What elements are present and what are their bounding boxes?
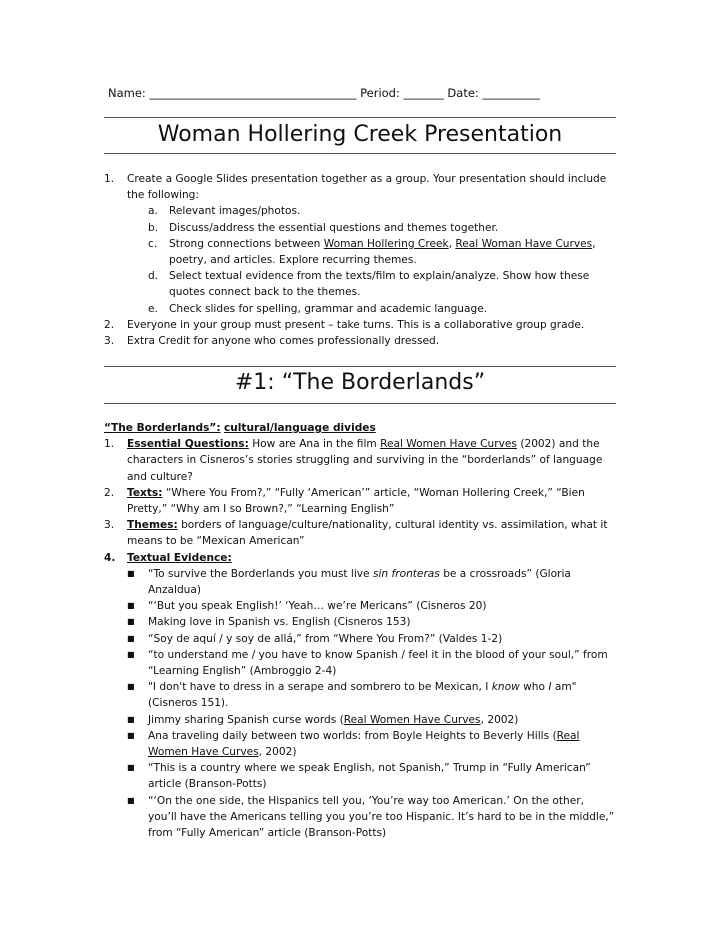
page-title: Woman Hollering Creek Presentation	[157, 122, 563, 147]
section-borderlands	[104, 420, 616, 841]
evidence-item: ■ “To survive the Borderlands you must live sin fronteras be a crossroads” (Gloria Anzaldua)	[127, 567, 571, 597]
divider	[104, 403, 616, 404]
evidence-item: ■ Jimmy sharing Spanish curse words (Real Women Have Curves, 2002)	[104, 712, 616, 728]
instruction-item: 3. Extra Credit for anyone who comes professionally dressed.	[104, 335, 440, 348]
texts-item: 2. Texts: “Where You From?,” “Fully ‘American’” article, “Woman Hollering Creek,” “Bien Pretty,” “Why am I so Brown?,” “Learning English”	[104, 486, 585, 516]
essential-questions: 1. Essential Questions: How are Ana in the film Real Women Have Curves (2002) and the characters in Cisneros’s stories struggling and surviving in the “borderlands” of language and culture?	[104, 438, 603, 483]
date-blank: __________	[482, 86, 540, 100]
bullet-icon: ■	[127, 795, 135, 805]
evidence-item: ■ “‘But you speak English!’ ‘Yeah… we’re Mericans” (Cisneros 20)	[104, 598, 616, 614]
name-blank: ____________________________________	[149, 86, 357, 100]
bullet-icon: ■	[127, 568, 135, 578]
name-label: Name:	[108, 86, 146, 100]
instruction-subitem: d. Select textual evidence from the texts/film to explain/analyze. Show how these quotes connect back to the themes.	[148, 270, 590, 299]
bullet-icon: ■	[127, 714, 135, 724]
evidence-item: ■ “Soy de aquí / y soy de allá,” from “Where You From?” (Valdes 1-2)	[104, 631, 616, 647]
divider	[104, 153, 616, 154]
bullet-icon: ■	[127, 601, 135, 611]
header-line	[108, 86, 540, 100]
evidence-item: ■ "I don't have to dress in a serape and sombrero to be Mexican, I know who I am" (Cisneros 151).	[127, 681, 577, 710]
bullet-icon: ■	[127, 633, 135, 643]
evidence-item: ■ “This is a country where we speak English, not Spanish,” Trump in “Fully American” article (Branson-Potts)	[127, 762, 591, 791]
evidence-item: ■ “to understand me / you have to know Spanish / feel it in the blood of your soul,” from “Learning English” (Ambroggio 2-4)	[127, 648, 608, 678]
date-label: Date:	[447, 86, 479, 100]
title-woman-hollering-creek: Woman Hollering Creek	[323, 237, 449, 250]
bullet-icon: ■	[127, 682, 135, 692]
instruction-item: 2. Everyone in your group must present – take turns. This is a collaborative group grade.	[104, 318, 585, 331]
divider	[104, 117, 616, 118]
period-label: Period:	[360, 86, 400, 100]
textual-evidence-heading: 4. Textual Evidence:	[104, 551, 232, 564]
instructions	[104, 171, 616, 349]
evidence-item: ■ Making love in Spanish vs. English (Cisneros 153)	[104, 614, 616, 630]
instruction-item: 1. Create a Google Slides presentation together as a group. Your presentation should include the following:	[104, 173, 607, 202]
instruction-subitem: e. Check slides for spelling, grammar and academic language.	[148, 302, 488, 315]
title-real-woman-have-curves: Real Woman Have Curves	[455, 237, 593, 250]
instruction-subitem: b. Discuss/address the essential questions and themes together.	[148, 221, 499, 234]
bullet-icon: ■	[127, 730, 135, 740]
section-title: #1: “The Borderlands”	[234, 370, 486, 395]
evidence-item: ■ “‘On the one side, the Hispanics tell you, ‘You’re way too American.’ On the other, you’ll have the Americans telling you you’re too Hispanic. It’s hard to be in the middle,” from “Fully American” article (Branson-Potts)	[127, 794, 615, 840]
period-blank: _______	[403, 86, 444, 100]
themes-item: 3. Themes: borders of language/culture/nationality, cultural identity vs. assimilation, what it means to be “Mexican American”	[104, 519, 608, 548]
instruction-subitem: c. Strong connections between Woman Hollering Creek, Real Woman Have Curves, poetry, and articles. Explore recurring themes.	[148, 237, 596, 267]
bullet-icon: ■	[127, 763, 135, 773]
section-subhead: “The Borderlands”: cultural/language divides	[104, 422, 376, 434]
bullet-icon: ■	[127, 617, 135, 627]
bullet-icon: ■	[127, 649, 135, 659]
evidence-item: ■ Ana traveling daily between two worlds: from Boyle Heights to Beverly Hills (Real Women Have Curves, 2002)	[127, 729, 580, 759]
divider	[104, 366, 616, 367]
instruction-subitem: a. Relevant images/photos.	[148, 205, 301, 218]
